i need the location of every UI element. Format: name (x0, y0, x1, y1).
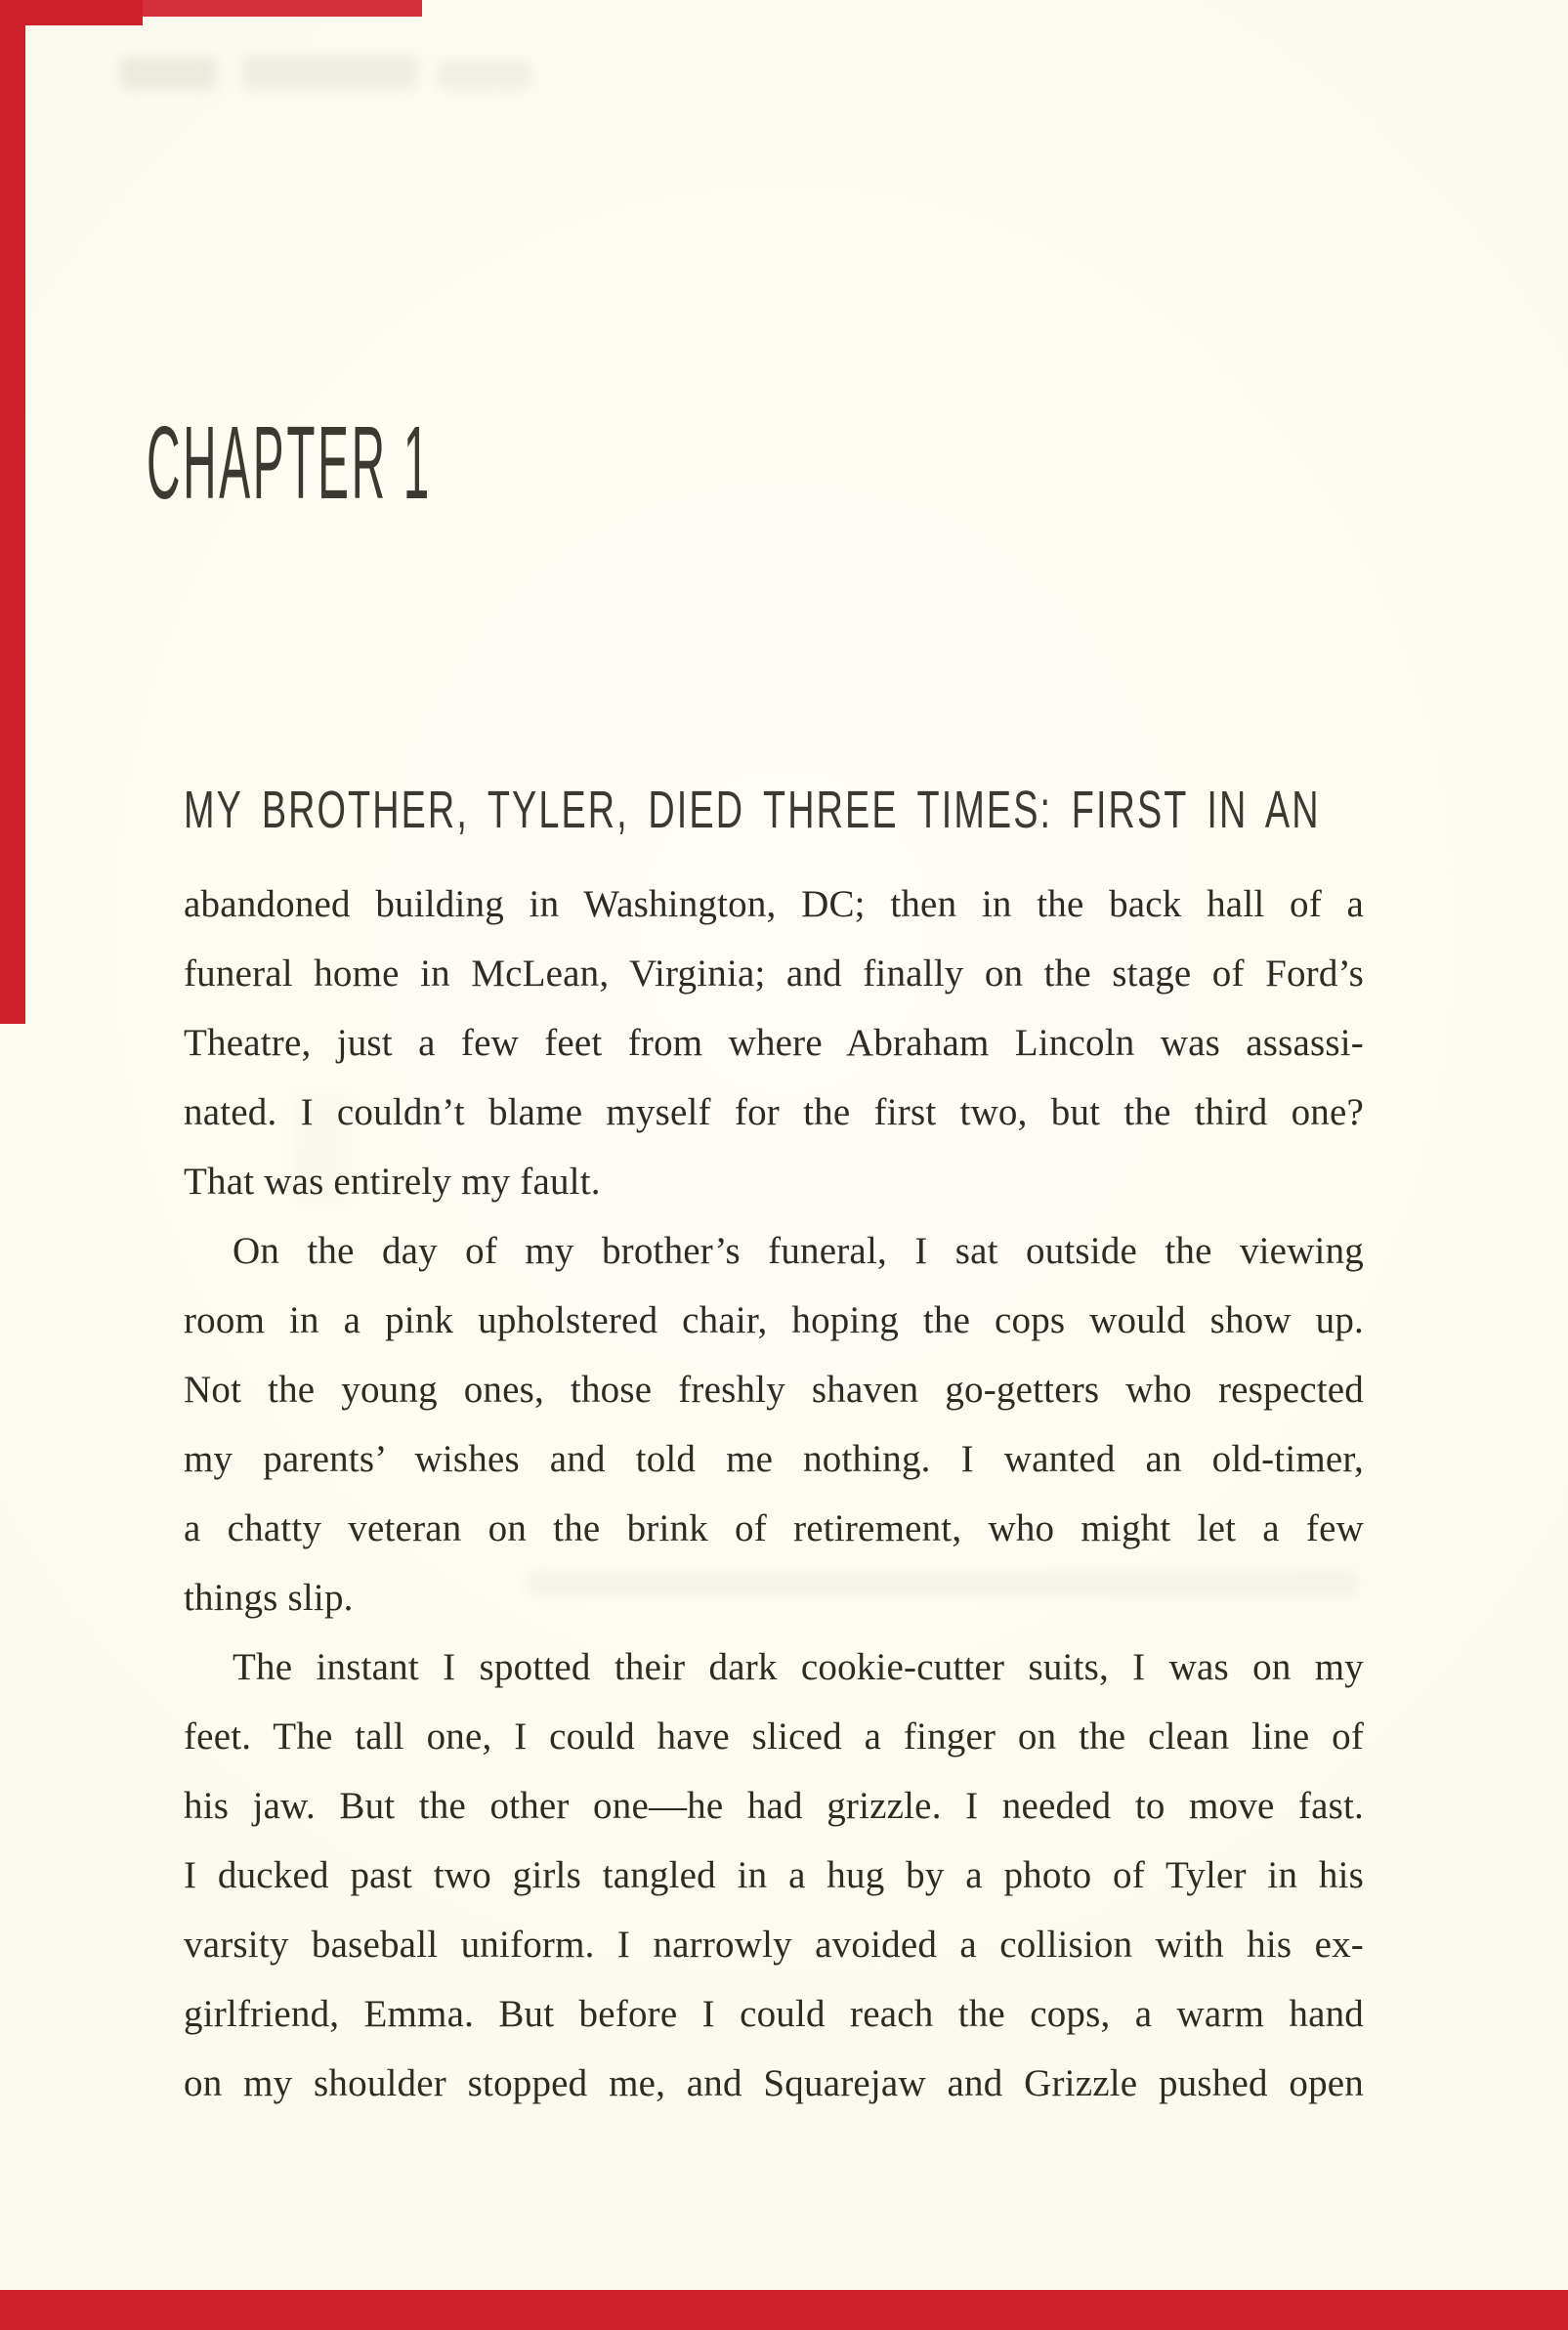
text-line: Theatre, just a few feet from where Abraham Lincoln was assassi- (184, 1022, 1364, 1064)
opening-caps-line: MY BROTHER, TYLER, DIED THREE TIMES: FIRST IN AN (184, 781, 1321, 839)
bleed-through-ghost (242, 55, 418, 90)
text-line: On the day of my brother’s funeral, I sat outside the viewing (233, 1230, 1364, 1272)
text-line: on my shoulder stopped me, and Squarejaw and Grizzle pushed open (184, 2062, 1364, 2104)
red-edge-mark-bottom (0, 2290, 1568, 2330)
chapter-heading: CHAPTER 1 (147, 405, 433, 521)
text-line: The instant I spotted their dark cookie-cutter suits, I was on my (233, 1646, 1364, 1688)
text-line: Not the young ones, those freshly shaven go-getters who respected (184, 1369, 1364, 1411)
text-line: room in a pink upholstered chair, hoping the cops would show up. (184, 1299, 1364, 1341)
text-line: I ducked past two girls tangled in a hug by a photo of Tyler in his (184, 1854, 1364, 1896)
bleed-through-ghost (119, 57, 217, 90)
text-line: That was entirely my fault. (184, 1161, 601, 1203)
text-line: funeral home in McLean, Virginia; and finally on the stage of Ford’s (184, 953, 1364, 995)
red-edge-mark-top-thin (143, 0, 422, 17)
text-line: things slip. (184, 1577, 354, 1619)
text-line: feet. The tall one, I could have sliced a finger on the clean line of (184, 1716, 1364, 1758)
text-line: girlfriend, Emma. But before I could reach the cops, a warm hand (184, 1993, 1364, 2035)
text-line: varsity baseball uniform. I narrowly avoided a collision with his ex- (184, 1924, 1364, 1966)
text-line: abandoned building in Washington, DC; then in the back hall of a (184, 883, 1364, 925)
body-text (184, 869, 1364, 2118)
text-line: his jaw. But the other one—he had grizzle. I needed to move fast. (184, 1785, 1364, 1827)
red-edge-mark-left (0, 0, 25, 1024)
text-line: my parents’ wishes and told me nothing. I wanted an old-timer, (184, 1438, 1364, 1480)
bleed-through-ghost (438, 61, 531, 90)
text-line: nated. I couldn’t blame myself for the first two, but the third one? (184, 1091, 1364, 1133)
text-line: a chatty veteran on the brink of retirement, who might let a few (184, 1507, 1364, 1549)
